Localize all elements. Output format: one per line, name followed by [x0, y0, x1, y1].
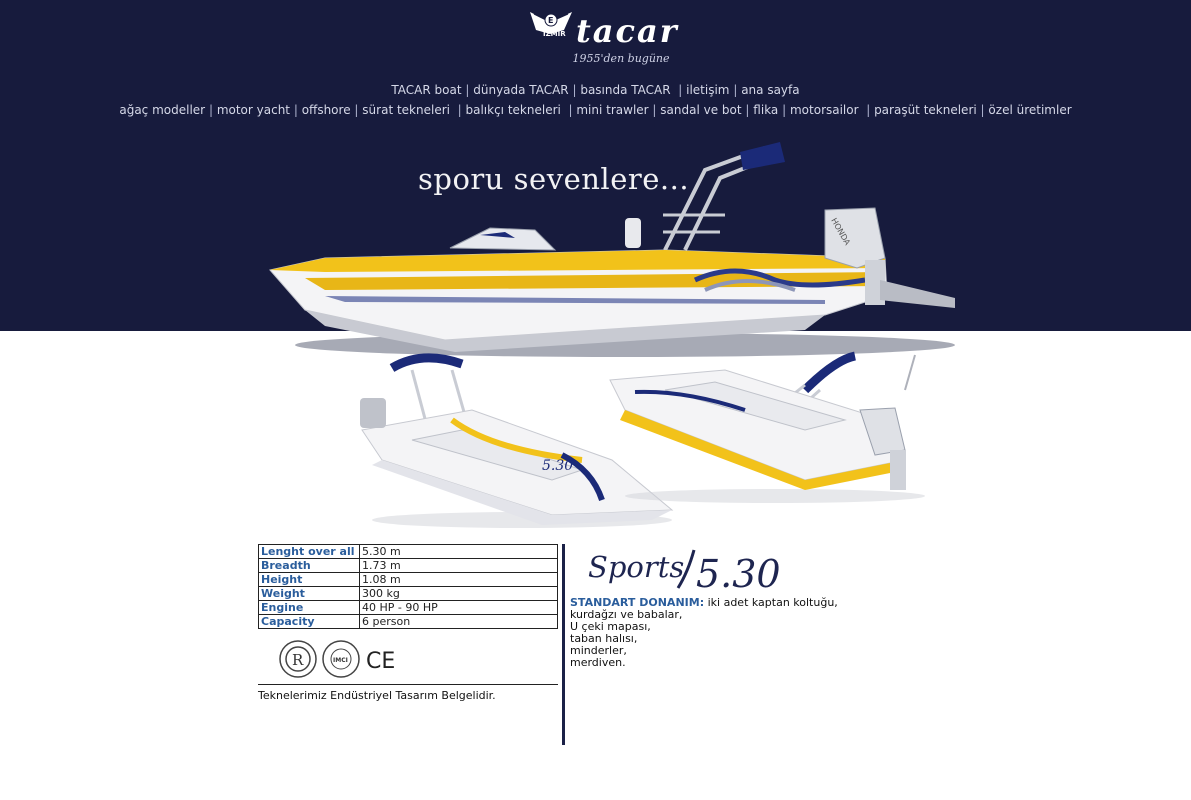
svg-text:IMCI: IMCI: [333, 657, 348, 664]
equipment-item: merdiven.: [570, 656, 626, 669]
spec-label: Breadth: [259, 559, 360, 573]
equipment-item: iki adet kaptan koltuğu,: [707, 596, 838, 609]
nav-link-basinda[interactable]: basında TACAR: [580, 83, 671, 97]
nav-link-parasut-tekneleri[interactable]: paraşüt tekneleri: [874, 103, 977, 117]
nav-link-dunyada[interactable]: dünyada TACAR: [473, 83, 569, 97]
equipment-item: kurdağzı ve babalar,: [570, 608, 683, 621]
title-slash-icon: [674, 548, 698, 590]
spec-value: 300 kg: [360, 587, 558, 601]
primary-nav: TACAR boat | dünyada TACAR | basında TACAR | iletişim | ana sayfa: [391, 83, 800, 97]
equipment-item: U çeki mapası,: [570, 620, 651, 633]
design-certificate-note: Teknelerimiz Endüstriyel Tasarım Belgelidir.: [258, 689, 496, 702]
nav-link-agac-modeller[interactable]: ağaç modeller: [119, 103, 206, 117]
nav-link-ozel-uretimler[interactable]: özel üretimler: [988, 103, 1072, 117]
nav-link-iletisim[interactable]: iletişim: [686, 83, 730, 97]
nav-link-tacar-boat[interactable]: TACAR boat: [391, 83, 462, 97]
spec-value: 5.30 m: [360, 545, 558, 559]
imci-cert-icon: [323, 641, 359, 677]
hero-headline: sporu sevenlere...: [418, 162, 690, 196]
equipment-item: taban halısı,: [570, 632, 638, 645]
boat-rear-image: [605, 350, 965, 505]
table-row: [259, 615, 558, 629]
divider: [258, 684, 558, 685]
spec-label: Weight: [259, 587, 360, 601]
category-nav: ağaç modeller | motor yacht | offshore | sürat tekneleri | balıkçı tekneleri | mini trawler | sandal ve bot | flika | motorsailor | paraşüt tekneleri | özel üretimler: [119, 103, 1072, 117]
spec-label: Engine: [259, 601, 360, 615]
table-row: [259, 573, 558, 587]
spec-value: 1.08 m: [360, 573, 558, 587]
motor-brand-label: HONDA: [829, 216, 852, 247]
spec-label: Lenght over all: [259, 545, 360, 559]
vertical-divider: [562, 544, 565, 745]
ce-mark-icon: CE: [366, 649, 396, 674]
logo-tagline: 1955'den bugüne: [572, 52, 670, 65]
certification-marks: [278, 638, 418, 680]
specs-table: [258, 544, 558, 629]
hull-model-number: 5.30: [542, 458, 574, 474]
boat-main-image: [265, 140, 975, 365]
spec-label: Height: [259, 573, 360, 587]
standard-equipment: [570, 597, 860, 669]
nav-link-ana-sayfa[interactable]: ana sayfa: [741, 83, 800, 97]
spec-value: 40 HP - 90 HP: [360, 601, 558, 615]
nav-link-balikci-tekneleri[interactable]: balıkçı tekneleri: [465, 103, 561, 117]
table-row: [259, 545, 558, 559]
equipment-label: STANDART DONANIM:: [570, 596, 705, 609]
nav-link-offshore[interactable]: offshore: [301, 103, 351, 117]
model-number: 5.30: [696, 552, 781, 596]
svg-text:R: R: [292, 651, 304, 669]
table-row: [259, 559, 558, 573]
nav-link-sandal-ve-bot[interactable]: sandal ve bot: [660, 103, 742, 117]
logo-city: IZMIR: [543, 30, 566, 38]
spec-value: 1.73 m: [360, 559, 558, 573]
equipment-item: minderler,: [570, 644, 627, 657]
svg-text:E: E: [548, 16, 554, 25]
model-title: [588, 546, 788, 594]
nav-link-motor-yacht[interactable]: motor yacht: [216, 103, 291, 117]
nav-link-flika[interactable]: flika: [753, 103, 779, 117]
quality-cert-icon: [280, 641, 316, 677]
spec-label: Capacity: [259, 615, 360, 629]
nav-link-surat-tekneleri[interactable]: sürat tekneleri: [362, 103, 450, 117]
model-series: Sports: [588, 550, 685, 584]
nav-link-mini-trawler[interactable]: mini trawler: [576, 103, 649, 117]
logo-wordmark: tacar: [576, 12, 679, 50]
spec-value: 6 person: [360, 615, 558, 629]
table-row: [259, 587, 558, 601]
brand-logo[interactable]: [526, 6, 716, 70]
table-row: [259, 601, 558, 615]
nav-link-motorsailor[interactable]: motorsailor: [789, 103, 859, 117]
